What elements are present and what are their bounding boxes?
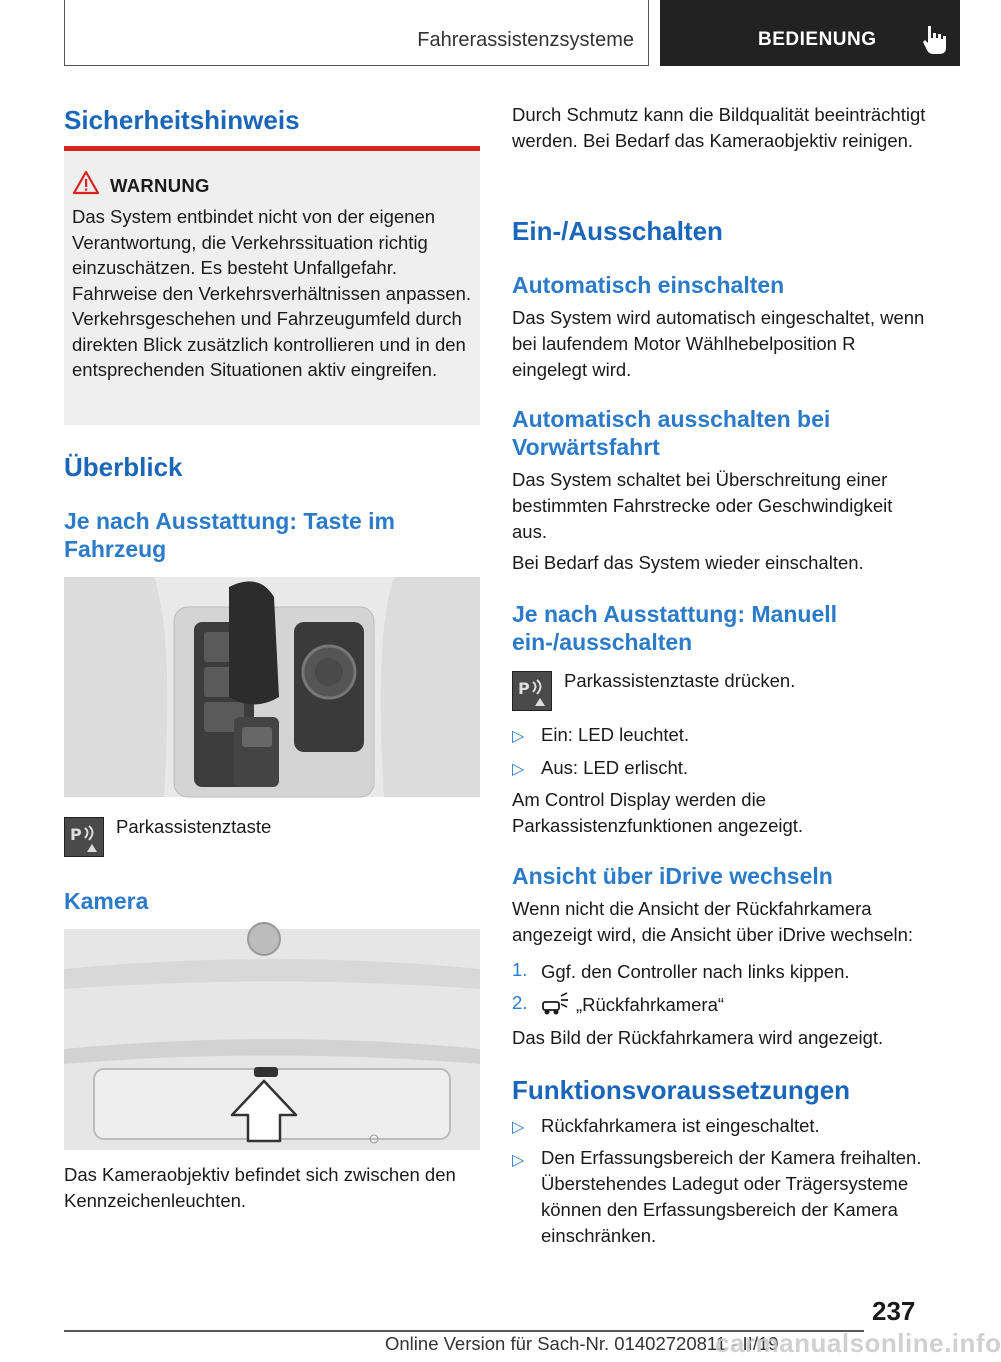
manual-heading: Je nach Ausstattung: Manuell ein-/ausschalten bbox=[512, 601, 838, 655]
bullet-off: Aus: LED erlischt. bbox=[541, 757, 689, 778]
bullet-marker: ▷ bbox=[512, 1152, 525, 1169]
svg-text:P: P bbox=[518, 679, 530, 698]
overview-title: Überblick bbox=[64, 452, 183, 482]
camera-text: Das Kameraobjektiv befindet sich zwischen den Kennzeichenleuchten. bbox=[64, 1164, 456, 1211]
step1-number: 1. bbox=[512, 959, 528, 980]
warning-title: WARNUNG bbox=[110, 175, 210, 196]
auto-off-text: Das System schaltet bei Überschreitung einer bestimmten Fahrstrecke oder Geschwindigkeit aus. bbox=[512, 469, 893, 542]
header-section-box bbox=[64, 0, 649, 66]
rear-camera-icon bbox=[541, 992, 569, 1016]
svg-text:P: P bbox=[70, 825, 82, 844]
watermark: carmanualsonline.info bbox=[715, 1328, 1001, 1358]
page-number: 237 bbox=[872, 1296, 916, 1326]
requirements-title: Funktionsvoraussetzungen bbox=[512, 1075, 851, 1105]
bullet-marker: ▷ bbox=[512, 761, 525, 778]
park-assist-button-icon-2 bbox=[512, 671, 552, 711]
warning-triangle-icon bbox=[72, 170, 100, 196]
camera-illustration bbox=[64, 929, 480, 1150]
header-chapter-box bbox=[660, 0, 960, 66]
dirt-text: Durch Schmutz kann die Bildqualität beeinträchtigt werden. Bei Bedarf das Kameraobjektiv reinigen. bbox=[512, 104, 926, 151]
hand-pointer-icon bbox=[922, 24, 948, 56]
step2-text: „Rückfahrkamera“ bbox=[576, 994, 725, 1015]
step2-number: 2. bbox=[512, 992, 528, 1013]
idrive-heading: Ansicht über iDrive wechseln bbox=[512, 863, 833, 889]
console-illustration bbox=[64, 577, 480, 797]
camera-photo bbox=[64, 929, 480, 1150]
auto-on-text: Das System wird automatisch eingeschaltet, wenn bei laufendem Motor Wählhebelposition R eingelegt wird. bbox=[512, 307, 925, 380]
button-heading: Je nach Ausstattung: Taste im Fahrzeug bbox=[64, 508, 396, 562]
result-text: Das Bild der Rückfahrkamera wird angezeigt. bbox=[512, 1027, 884, 1048]
auto-on-heading: Automatisch einschalten bbox=[512, 272, 785, 298]
auto-off-text2: Bei Bedarf das System wieder einschalten. bbox=[512, 552, 864, 573]
step1-text: Ggf. den Controller nach links kippen. bbox=[541, 961, 850, 982]
bullet-marker: ▷ bbox=[512, 1119, 525, 1136]
warning-box bbox=[64, 151, 480, 425]
bullet-marker: ▷ bbox=[512, 728, 525, 745]
onoff-title: Ein-/Ausschalten bbox=[512, 216, 723, 246]
camera-title: Kamera bbox=[64, 888, 149, 914]
footer-version: Online Version für Sach-Nr. 01402720811 - II/19 bbox=[385, 1333, 779, 1354]
display-text: Am Control Display werden die Parkassistenzfunktionen angezeigt. bbox=[512, 789, 804, 836]
bullet-on: Ein: LED leuchtet. bbox=[541, 724, 690, 745]
requirement-1: Rückfahrkamera ist eingeschaltet. bbox=[541, 1115, 820, 1136]
idrive-text: Wenn nicht die Ansicht der Rückfahrkamera angezeigt wird, die Ansicht über iDrive wechseln: bbox=[512, 898, 914, 945]
header-chapter-title: BEDIENUNG bbox=[758, 29, 877, 50]
header-section-title: Fahrerassistenzsysteme bbox=[417, 29, 634, 51]
park-assist-button-icon bbox=[64, 817, 104, 857]
auto-off-heading: Automatisch ausschalten bei Vorwärtsfahrt bbox=[512, 406, 831, 460]
manual-instruction: Parkassistenztaste drücken. bbox=[564, 670, 796, 691]
requirement-2: Den Erfassungsbereich der Kamera freihalten. Überstehendes Ladegut oder Trägersysteme können den Erfassungsbereich der Kamera einschränken. bbox=[541, 1147, 922, 1246]
safety-title: Sicherheitshinweis bbox=[64, 105, 300, 135]
console-photo bbox=[64, 577, 480, 797]
button-caption: Parkassistenztaste bbox=[116, 816, 272, 837]
warning-text: Das System entbindet nicht von der eigenen Verantwortung, die Verkehrssituation richtig einzuschätzen. Es besteht Unfallgefahr. Fahrweise den Verkehrsverhältnissen anpassen. Verkehrsgeschehen und Fahrzeugumfeld durch direkten Blick zusätzlich kontrollieren und in den entsprechenden Situationen aktiv eingreifen. bbox=[72, 206, 472, 380]
